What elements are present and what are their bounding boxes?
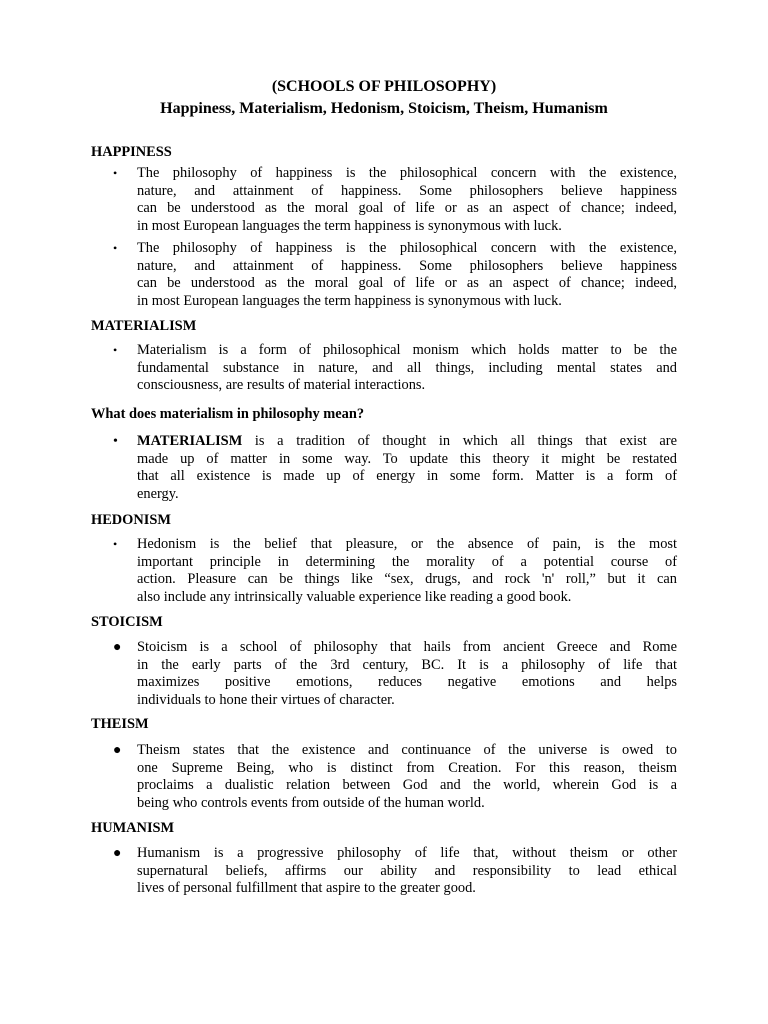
humanism-bullet-1	[113, 845, 677, 898]
section-heading-humanism: HUMANISM	[91, 820, 175, 836]
text-line: being who controls events from outside of the human world.	[137, 794, 485, 811]
bullet-icon: •	[113, 434, 118, 449]
text-line: can be understood as the moral goal of life or as an aspect of chance; indeed,	[137, 200, 677, 216]
document-subtitle: Happiness, Materialism, Hedonism, Stoicism, Theism, Humanism	[160, 100, 608, 117]
text-line	[137, 433, 677, 451]
text-line: maximizes positive emotions, reduces negative emotions and helps	[137, 674, 677, 690]
text-line: in most European languages the term happiness is synonymous with luck.	[137, 292, 562, 309]
text-line: fundamental substance in nature, and all things, including mental states and	[137, 359, 677, 376]
bullet-icon: ●	[113, 640, 122, 655]
term-materialism: MATERIALISM	[137, 433, 243, 449]
materialism-bullet-2	[113, 433, 677, 503]
section-heading-hedonism: HEDONISM	[91, 512, 171, 528]
theism-bullet-1	[113, 742, 677, 812]
section-heading-materialism: MATERIALISM	[91, 318, 197, 334]
text-line: supernatural beliefs, affirms our ability and responsibility to lead ethical	[137, 862, 677, 879]
text-line: in the early parts of the 3rd century, BC. It is a philosophy of life that	[137, 656, 677, 673]
bullet-icon: •	[113, 166, 118, 180]
text-line: that all existence is made up of energy in some form. Matter is a form of	[137, 468, 677, 484]
materialism-question: What does materialism in philosophy mean?	[91, 406, 365, 422]
text-line: action. Pleasure can be things like “sex, drugs, and rock 'n' roll,” but it can	[137, 571, 677, 587]
text-line: in most European languages the term happiness is synonymous with luck.	[137, 217, 562, 234]
text-line: lives of personal fulfillment that aspire to the greater good.	[137, 880, 476, 896]
text-line: also include any intrinsically valuable experience like reading a good book.	[137, 588, 572, 605]
text-line: consciousness, are results of material interactions.	[137, 377, 426, 393]
text-line: Stoicism is a school of philosophy that hails from ancient Greece and Rome	[137, 639, 677, 655]
text-line: The philosophy of happiness is the philosophical concern with the existence,	[137, 165, 677, 181]
bullet-icon: •	[113, 537, 118, 551]
section-heading-happiness: HAPPINESS	[91, 144, 172, 160]
text-line: The philosophy of happiness is the philosophical concern with the existence,	[137, 240, 677, 256]
text-line: important principle in determining the morality of a potential course of	[137, 553, 677, 570]
bullet-icon: •	[113, 343, 118, 357]
text-line: can be understood as the moral goal of life or as an aspect of chance; indeed,	[137, 275, 677, 291]
text-line: one Supreme Being, who is distinct from Creation. For this reason, theism	[137, 759, 677, 776]
bullet-icon: ●	[113, 743, 122, 758]
text-line: nature, and attainment of happiness. Some philosophers believe happiness	[137, 257, 677, 274]
section-heading-stoicism: STOICISM	[91, 614, 163, 630]
bullet-icon: ●	[113, 846, 122, 861]
document-title: (SCHOOLS OF PHILOSOPHY)	[271, 78, 497, 95]
text-line: nature, and attainment of happiness. Some philosophers believe happiness	[137, 182, 677, 199]
bullet-icon: •	[113, 241, 118, 255]
materialism-bullet-1	[113, 342, 677, 395]
text-line: Humanism is a progressive philosophy of life that, without theism or other	[137, 845, 677, 861]
text-line: made up of matter in some way. To update this theory it might be restated	[137, 450, 677, 467]
stoicism-bullet-1	[113, 639, 677, 709]
text-line: Hedonism is the belief that pleasure, or the absence of pain, is the most	[137, 536, 677, 552]
happiness-bullet-1	[113, 165, 677, 235]
text-line: Theism states that the existence and continuance of the universe is owed to	[137, 742, 677, 758]
text-line: individuals to hone their virtues of character.	[137, 691, 395, 708]
hedonism-bullet-1	[113, 536, 677, 606]
text-fragment: is a tradition of thought in which all things that exist are	[242, 433, 677, 449]
section-heading-theism: THEISM	[91, 716, 149, 732]
text-line: energy.	[137, 485, 179, 502]
text-line: proclaims a dualistic relation between God and the world, wherein God is a	[137, 777, 677, 793]
happiness-bullet-2	[113, 240, 677, 310]
text-line: Materialism is a form of philosophical monism which holds matter to be the	[137, 342, 677, 358]
